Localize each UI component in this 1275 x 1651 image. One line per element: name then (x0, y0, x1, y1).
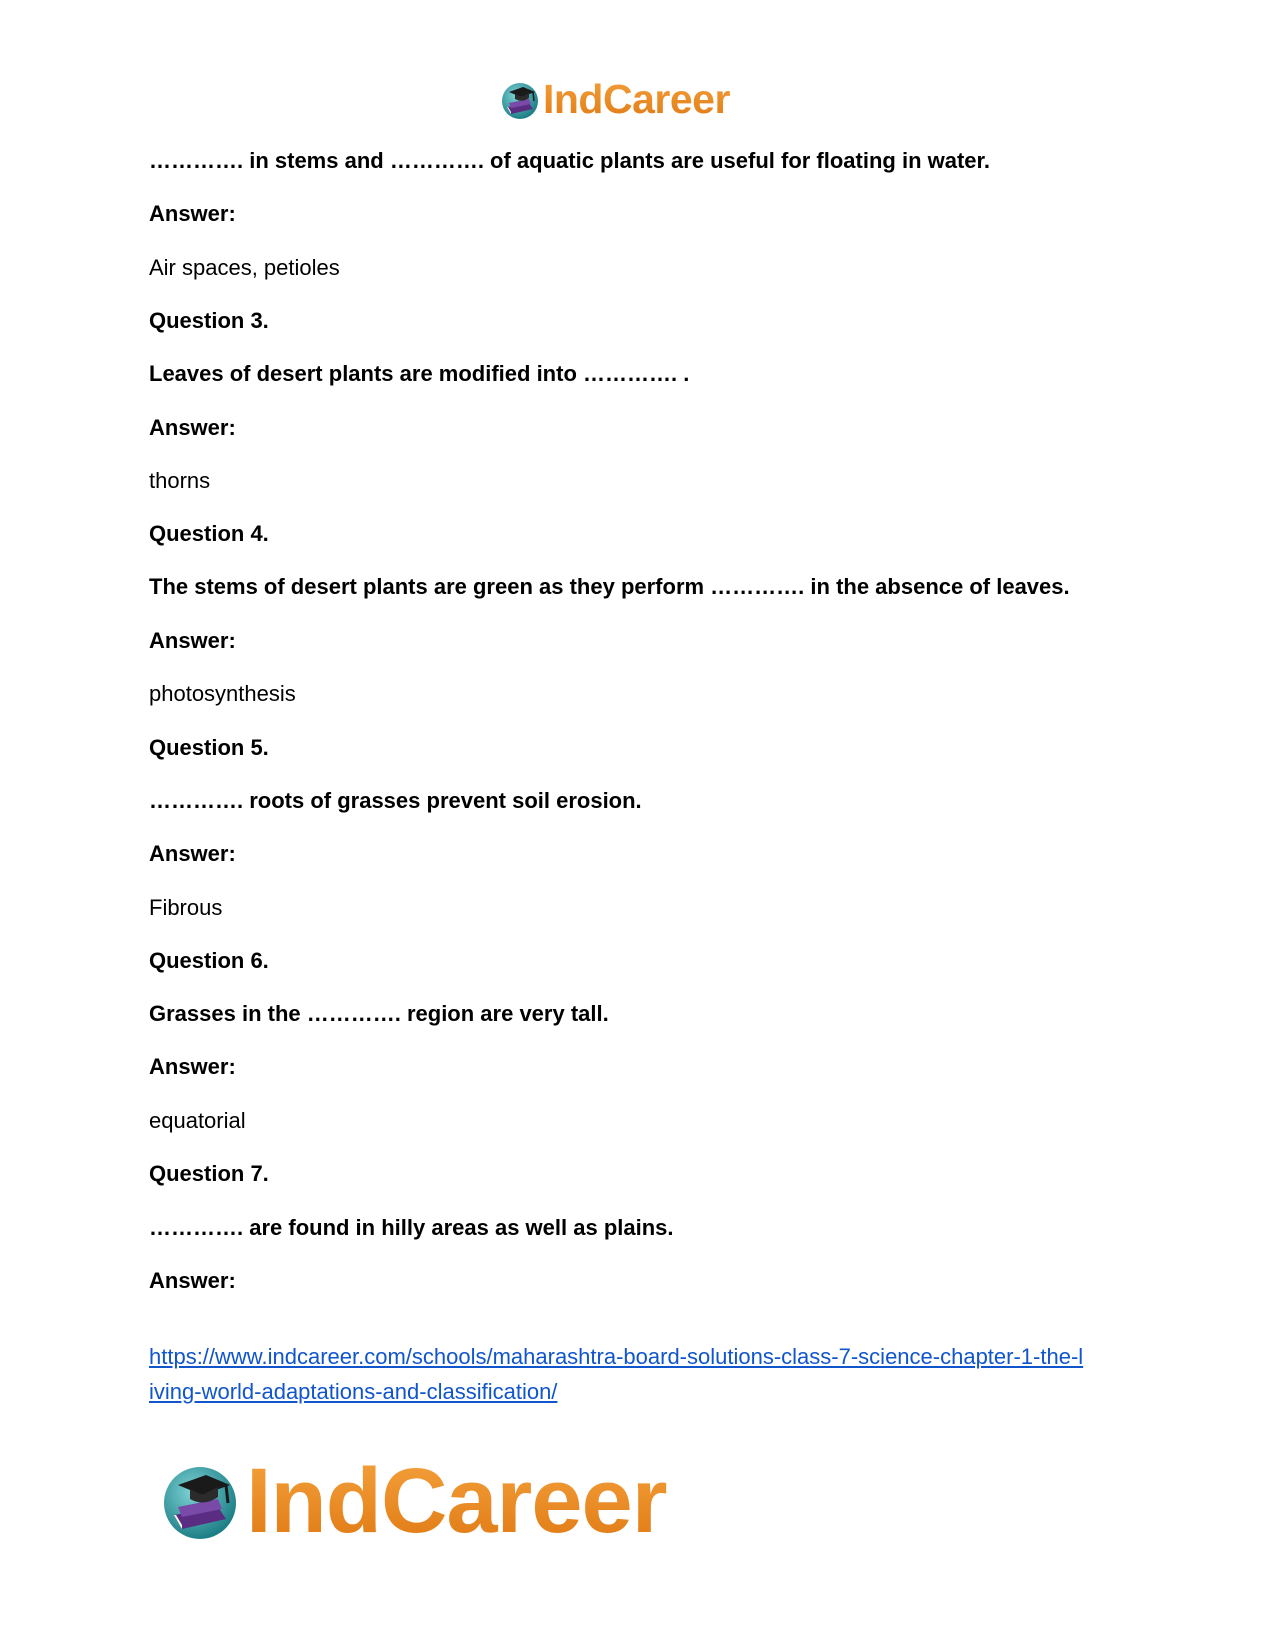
graduation-cap-globe-books-icon (158, 1459, 242, 1543)
logo-text: IndCareer (246, 1450, 667, 1552)
question-3-label: Question 3. (149, 308, 269, 333)
answer-text: Fibrous (149, 895, 223, 920)
question-7-label: Question 7. (149, 1161, 269, 1186)
answer-label: Answer: (149, 1054, 236, 1079)
answer-label: Answer: (149, 628, 236, 653)
question-5-label: Question 5. (149, 735, 269, 760)
answer-text: Air spaces, petioles (149, 255, 340, 280)
logo-text: IndCareer (543, 76, 730, 122)
question-7-text: …………. are found in hilly areas as well as plains. (149, 1215, 674, 1240)
source-link-line-1[interactable]: https://www.indcareer.com/schools/maharashtra-board-solutions-class-7-science-chapter-1-the-l (149, 1344, 1084, 1369)
graduation-cap-globe-books-icon (499, 79, 541, 121)
footer-logo (158, 1450, 667, 1552)
answer-label: Answer: (149, 201, 236, 226)
header-logo (499, 76, 730, 123)
answer-text: equatorial (149, 1108, 246, 1133)
question-6-label: Question 6. (149, 948, 269, 973)
question-4-label: Question 4. (149, 521, 269, 546)
answer-label: Answer: (149, 1268, 236, 1293)
question-2-text: …………. in stems and …………. of aquatic plants are useful for floating in water. (149, 148, 991, 173)
question-3-text: Leaves of desert plants are modified into …………. . (149, 361, 690, 386)
answer-text: photosynthesis (149, 681, 296, 706)
question-5-text: …………. roots of grasses prevent soil erosion. (149, 788, 642, 813)
question-6-text: Grasses in the …………. region are very tall. (149, 1001, 609, 1026)
answer-label: Answer: (149, 841, 236, 866)
answer-text: thorns (149, 468, 211, 493)
question-4-text: The stems of desert plants are green as they perform …………. in the absence of leaves. (149, 574, 1070, 599)
source-link-line-2[interactable]: iving-world-adaptations-and-classification/ (149, 1379, 558, 1404)
answer-label: Answer: (149, 415, 236, 440)
